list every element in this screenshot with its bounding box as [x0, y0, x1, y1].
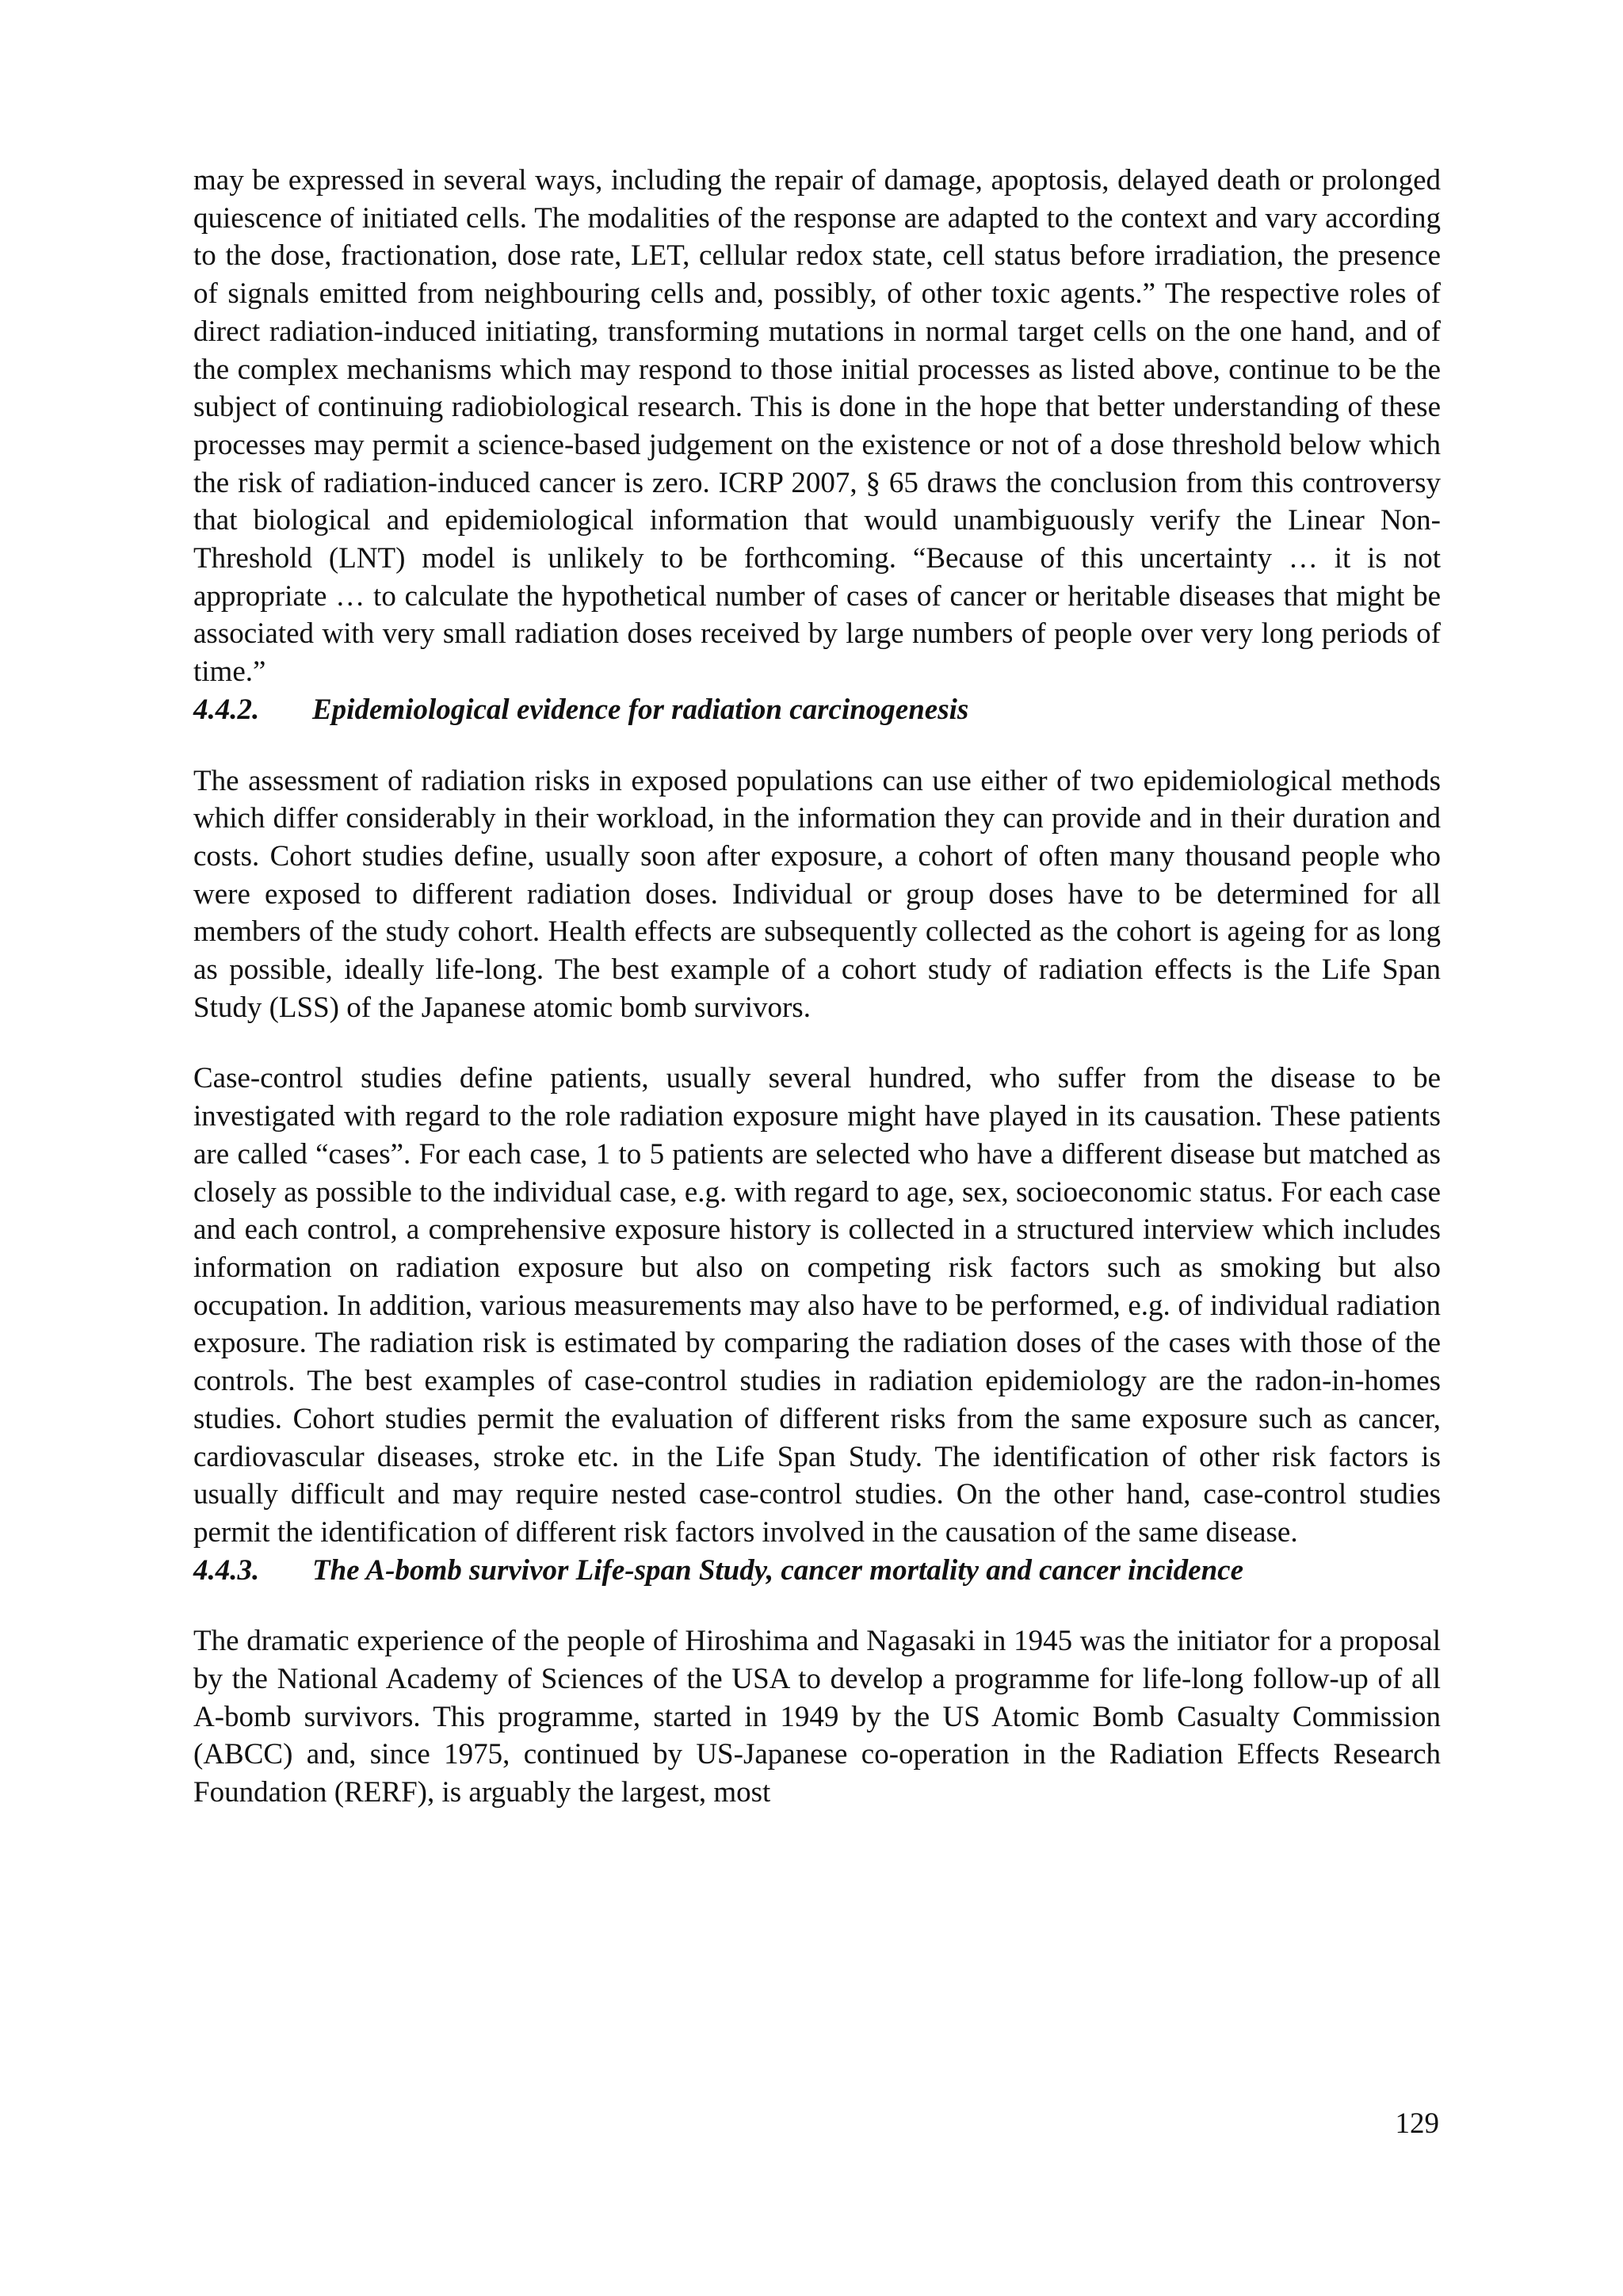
paragraph-cohort-studies: The assessment of radiation risks in exposed populations can use either of two epidemiological methods which differ considerably in their workload, in the information they can provide and in their duration and costs. Cohort studies define, usually soon after exposure, a cohort of often many thousand people who were exposed to different radiation doses. Individual or group doses have to be determined for all members of the study cohort. Health effects are subsequently collected as the cohort is ageing for as long as possible, ideally life-long. The best example of a cohort study of radiation effects is the Life Span Study (LSS) of the Japanese atomic bomb survivors. — [193, 764, 1441, 1024]
paragraph-case-control-studies: Case-control studies define patients, usually several hundred, who suffer from the disease to be investigated with regard to the role radiation exposure might have played in its causation. These patients are called “cases”. For each case, 1 to 5 patients are selected who have a different disease but matched as closely as possible to the individual case, e.g. with regard to age, sex, socioeconomic status. For each case and each control, a comprehensive exposure history is collected in a structured interview which includes information on radiation exposure but also on competing risk factors such as smoking but also occupation. In addition, various measurements may also have to be performed, e.g. of individual radiation exposure. The radiation risk is estimated by comparing the radiation doses of the cases with those of the controls. The best examples of case-control studies in radiation epidemiology are the radon-in-homes studies. Cohort studies permit the evaluation of different risks from the same exposure such as cancer, cardiovascular diseases, stroke etc. in the Life Span Study. The identification of other risk factors is usually difficult and may require nested case-control studies. On the other hand, case-control studies permit the identification of different risk factors involved in the causation of the same disease. — [193, 1062, 1441, 1549]
section-heading-4-4-2 — [193, 691, 1441, 729]
section-number: 4.4.2. — [193, 693, 260, 726]
section-heading-4-4-3 — [193, 1552, 1441, 1590]
section-title: Epidemiological evidence for radiation carcinogenesis — [312, 693, 969, 726]
section-number: 4.4.3. — [193, 1553, 260, 1587]
section-title: The A-bomb survivor Life-span Study, cancer mortality and cancer incidence — [312, 1553, 1244, 1587]
page-number: 129 — [1395, 2107, 1439, 2140]
paragraph-radiobiology-response: may be expressed in several ways, including the repair of damage, apoptosis, delayed death or prolonged quiescence of initiated cells. The modalities of the response are adapted to the context and vary according to the dose, fractionation, dose rate, LET, cellular redox state, cell status before irradiation, the presence of signals emitted from neighbouring cells and, possibly, of other toxic agents.” The respective roles of direct radiation-induced initiating, transforming mutations in normal target cells on the one hand, and of the complex mechanisms which may respond to those initial processes as listed above, continue to be the subject of continuing radiobiological research. This is done in the hope that better understanding of these processes may permit a science-based judgement on the existence or not of a dose threshold below which the risk of radiation-induced cancer is zero. ICRP 2007, § 65 draws the conclusion from this controversy that biological and epidemiological information that would unambiguously verify the Linear Non-Threshold (LNT) model is unlikely to be forthcoming. “Because of this uncertainty … it is not appropriate … to calculate the hypothetical number of cases of cancer or heritable diseases that might be associated with very small radiation doses received by large numbers of people over very long periods of time.” — [193, 164, 1441, 689]
paragraph-life-span-study: The dramatic experience of the people of Hiroshima and Nagasaki in 1945 was the initiator for a proposal by the National Academy of Sciences of the USA to develop a programme for life-long follow-up of all A-bomb survivors. This programme, started in 1949 by the US Atomic Bomb Casualty Commission (ABCC) and, since 1975, continued by US-Japanese co-operation in the Radiation Effects Research Foundation (RERF), is arguably the largest, most — [193, 1625, 1441, 1809]
document-page — [193, 162, 1441, 1812]
